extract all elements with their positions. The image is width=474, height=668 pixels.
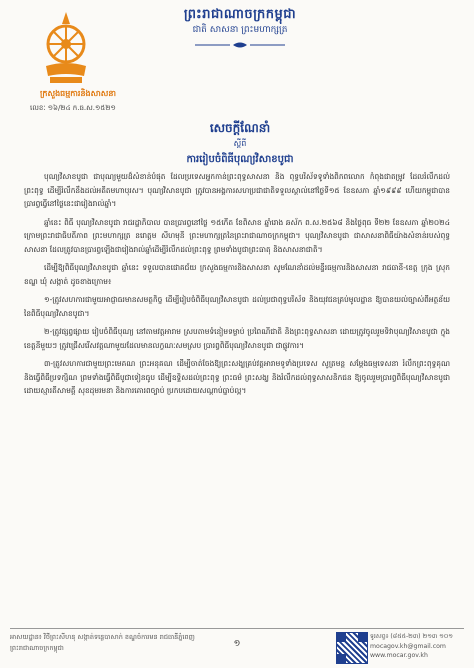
document-title: សេចក្តីណែនាំ: [209, 121, 271, 135]
paragraph: ២-ត្រូវផ្សព្វផ្សាយ រៀបចំពិធីបុណ្យ នៅតាមវត្តអារាម ស្របតាមទំនៀមទម្លាប់ ប្រពៃណីជាតិ និងព្រះពុទ្ធសាសនា ដោយត្រូវចូលរួមទិវាបុណ្យវិសាខបូជា ក្នុងខេត្តនីមួយៗ ត្រូវជ្រើសរើសវត្តណាមួយដែលមានលក្ខណៈសមស្រប ប្រារព្ធពិធីបុណ្យវិសាខបូជា ជាផ្លូវការ។: [24, 327, 450, 350]
paragraph: បុណ្យវិសាខបូជា ជាបុណ្យមួយដ៏សំខាន់បំផុត ដែលប្រទេសអ្នកកាន់ព្រះពុទ្ធសាសនា និង ពុទ្ធបរិស័ទទូទាំងពិភពលោក កំពុងជាតម្រូវ ដែលរំលឹកដល់ព្រះពុទ្ធ ដើម្បីរំលឹកនឹងដល់អតីតមហាបុរស។ បុណ្យវិសាខបូជា ត្រូវបានអង្គការសហប្រជាជាតិទទួលស្គាល់នៅថ្ងៃទី១៥ ខែឧសភា ឆ្នាំ១៩៩៩ ហើយកម្ពុជាបានប្រារព្ធធ្វើនៅថ្ងៃនេះជារៀងរាល់ឆ្នាំ។: [24, 172, 450, 208]
national-motto: ជាតិ សាសនា ព្រះមហាក្សត្រ: [192, 25, 288, 35]
paragraph: ១-ត្រូវសហការជាមួយអាជ្ញាធរមានសមត្ថកិច្ច ដើម្បីរៀបចំពិធីបុណ្យវិសាខបូជា ដល់ប្រជាពុទ្ធបរិស័ទ និងយុវជនគ្រប់មូលដ្ឋាន ឱ្យបានយល់ច្បាស់ពីអត្ថន័យនៃពិធីបុណ្យវិសាខបូជា។: [24, 295, 450, 318]
ministry-logo-icon: [40, 10, 92, 86]
contact-website[interactable]: www.mocar.gov.kh: [370, 652, 428, 659]
footer-divider: [10, 628, 464, 629]
document-body: [24, 170, 450, 403]
page-number: ១: [233, 639, 241, 649]
paragraph: ៣-ត្រូវសហការជាមួយព្រះមេគណ ព្រះអនុគណ ដើម្បីចាត់ចែងឱ្យព្រះសង្ឃគ្រប់វត្តអារាមទូទាំងប្រទេស សូត្រមន្ត សម្តែងធម្មទេសនា រំលឹកព្រះពុទ្ធគុណ និងធ្វើពិធីប្រទក្សិណ ព្រមទាំងធ្វើពិធីបូជាទៀនធូប ដើម្បីឧទ្ទិសដល់ព្រះពុទ្ធ ព្រះធម៌ ព្រះសង្ឃ និងរំលឹកដល់ពុទ្ធសាសនិកជន ឱ្យចូលរួមប្រារព្ធពិធីបុណ្យវិសាខបូជា ដោយស្មារតីសាមគ្គី សុខដុមរមនា និងការគោរពច្បាប់ ប្រកបដោយសណ្តាប់ធ្នាប់ល្អ។: [24, 359, 450, 395]
reference-number: លេខៈ ១៦/២៤ ក.ធ.ស.១៥២១: [30, 104, 116, 112]
footer-address: អាសយដ្ឋាន៖ វិថីព្រះសីហនុ សង្កាត់ទន្លេបាសាក់ ខណ្ឌចំការមន រាជធានីភ្នំពេញ ព្រះរាជាណាចក្រកម្ពុជា: [10, 633, 195, 652]
qr-code-icon: [336, 632, 368, 664]
document-subtitle-about: ស្តីពី: [233, 139, 247, 148]
paragraph: ឆ្នាំនេះ ពិធី បុណ្យវិសាខបូជា រាជរដ្ឋាភិបាល បានប្រារព្ធនៅថ្ងៃ ១៥កើត ខែពិសាខ ឆ្នាំរោង ឆស័ក ព.ស.២៥៦៨ និងថ្ងៃពុធ ទី២២ ខែឧសភា ឆ្នាំ២០២៤ ក្រោមព្រះរាជាធិបតីភាព ព្រះមហាក្សត្រ នរោត្តម សីហមុនី ព្រះមហាក្សត្រនៃព្រះរាជាណាចក្រកម្ពុជា។ បុណ្យវិសាខបូជា ជាសាសនាពិធីយ៉ាងសំខាន់របស់ពុទ្ធសាសនា ដែលត្រូវបានប្រារព្ធឡើងជារៀងរាល់ឆ្នាំដើម្បីរំលឹកដល់ព្រះពុទ្ធ ព្រមទាំងបូជាព្រះធាតុ និងសាសនាជាតិ។: [24, 217, 450, 254]
ornament-divider-icon: [195, 40, 285, 50]
footer-contact: [370, 632, 470, 661]
ministry-name: ក្រសួងធម្មការនិងសាសនា: [39, 89, 116, 98]
contact-email[interactable]: mocagov.kh@gmail.com: [370, 642, 446, 650]
kingdom-title: ព្រះរាជាណាចក្រកម្ពុជា: [183, 7, 297, 22]
document-subject: ការរៀបចំពិធីបុណ្យវិសាខបូជា: [186, 154, 294, 165]
paragraph: ដើម្បីឱ្យពិធីបុណ្យវិសាខបូជា ឆ្នាំនេះ ទទួលបានជោគជ័យ ក្រសួងធម្មការនិងសាសនា សូមណែនាំដល់មន្ទីរធម្មការនិងសាសនា រាជធានី-ខេត្ត ក្រុង ស្រុក ខណ្ឌ ឃុំ សង្កាត់ ដូចខាងក្រោម៖: [24, 263, 450, 286]
contact-phone: ទូរសព្ទ៖ (៨៥៥-២៣) ២១៣ ១០១: [370, 633, 453, 640]
